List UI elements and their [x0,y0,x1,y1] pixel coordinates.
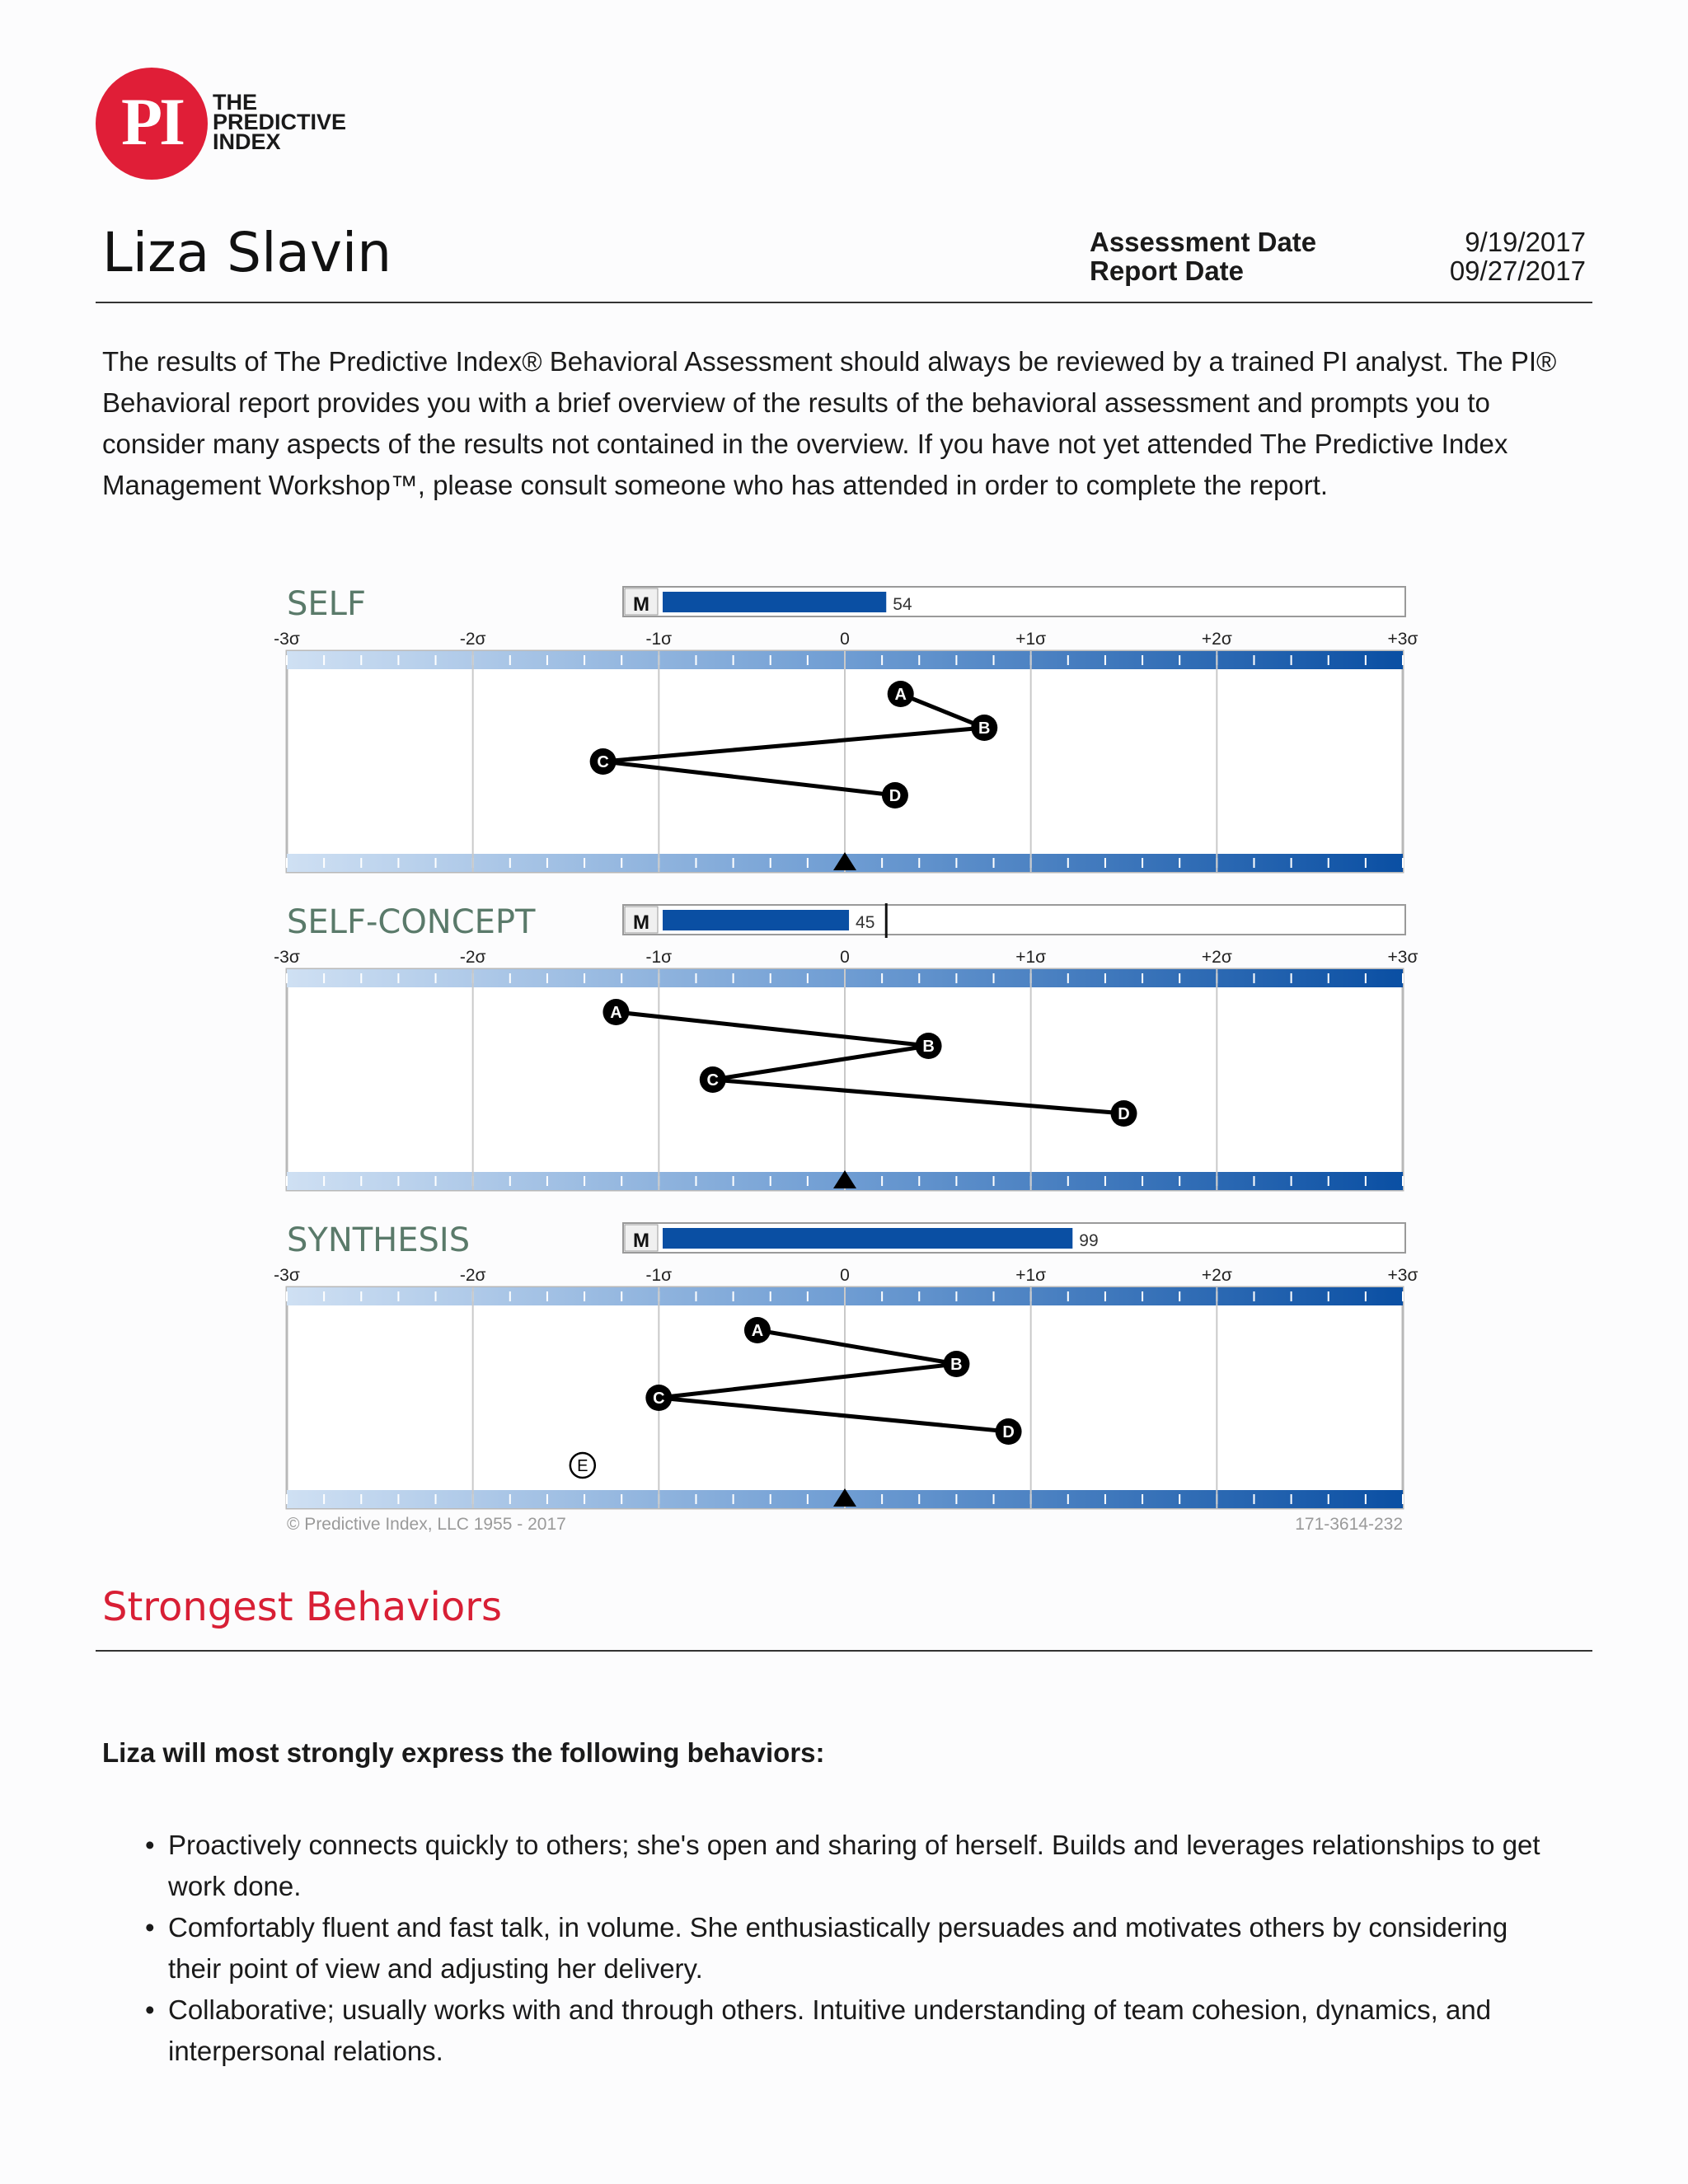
strongest-behaviors-title: Strongest Behaviors [102,1584,502,1630]
axis-tick-label: -3σ [274,948,300,967]
assessment-date-value: 9/19/2017 [1465,227,1586,257]
behavior-bullet: • Collaborative; usually works with and through others. Intuitive understanding of team cohesion, dynamics, and interpersonal relations. [145,1990,1546,2072]
pattern-point-label: C [597,753,609,771]
section-divider [96,1650,1592,1652]
axis-tick-label: -1σ [645,630,673,649]
panel-title: SELF [287,585,366,623]
logo-line: THE [213,90,257,115]
m-label: M [633,912,649,934]
axis-tick-label: +2σ [1201,630,1232,649]
axis-tick-label: -2σ [459,1266,486,1285]
pattern-point-label: C [706,1071,720,1090]
panel-title: SYNTHESIS [287,1221,471,1259]
panel-title: SELF-CONCEPT [287,903,536,941]
m-label: M [633,593,649,616]
m-value-label: 54 [893,595,912,614]
intro-text: The results of The Predictive Index® Behavioral Assessment should always be reviewed by a trained PI analyst. The PI® Behavioral report provides you with a brief overview of the results of the behavioral assessment and prompts you to consider many aspects of the results not contained in the overview. If you have not yet attended The Predictive Index Management Workshop™, please consult someone who has attended in order to complete the report. [102,346,1557,500]
logo-line: PREDICTIVE [213,110,347,134]
strongest-behaviors-list [145,1825,1546,2072]
axis-tick-label: +3σ [1387,948,1418,967]
axis-tick-label: 0 [840,948,850,967]
axis-tick-label: +2σ [1201,1266,1232,1285]
behavior-bullet: • Proactively connects quickly to others; she's open and sharing of herself. Builds and leverages relationships to get work done. [145,1825,1546,1907]
pattern-point-label: A [751,1322,764,1340]
pattern-point-label: A [894,686,907,704]
axis-tick-label: +1σ [1015,1266,1047,1285]
person-name: Liza Slavin [102,221,392,284]
pattern-point-label: D [889,787,902,805]
report-date-value: 09/27/2017 [1449,255,1586,286]
pattern-point-label: B [922,1038,935,1056]
e-point-label: E [577,1457,588,1475]
m-bar-fill [663,592,886,612]
pattern-point-label: D [1118,1105,1130,1123]
axis-tick-label: -3σ [274,1266,300,1285]
axis-tick-label: +3σ [1387,1266,1418,1285]
axis-tick-label: +3σ [1387,630,1418,649]
assessment-date-label: Assessment Date [1090,227,1317,257]
axis-tick-label: +2σ [1201,948,1232,967]
axis-tick-label: -3σ [274,630,300,649]
chart-code: 171-3614-232 [1295,1515,1403,1534]
m-bar-fill [663,1228,1072,1249]
chart-copyright: © Predictive Index, LLC 1955 - 2017 [287,1515,566,1534]
pattern-point-label: D [1002,1423,1015,1441]
axis-tick-label: 0 [840,1266,850,1285]
m-label: M [633,1230,649,1252]
pattern-point-label: B [950,1356,963,1374]
m-value-label: 99 [1079,1231,1099,1250]
behavior-bullet: • Comfortably fluent and fast talk, in volume. She enthusiastically persuades and motivates others by considering their point of view and adjusting her delivery. [145,1907,1546,1990]
logo-line: INDEX [213,129,281,154]
pattern-point-label: B [978,719,991,738]
axis-tick-label: -1σ [645,948,673,967]
pattern-point-label: A [610,1004,622,1022]
axis-tick-label: +1σ [1015,630,1047,649]
report-date-label: Report Date [1090,255,1245,286]
axis-tick-label: +1σ [1015,948,1047,967]
axis-tick-label: -1σ [645,1266,673,1285]
logo-mark: PI [121,84,182,159]
axis-tick-label: -2σ [459,948,486,967]
m-value-label: 45 [856,913,875,932]
pattern-point-label: C [653,1390,665,1408]
axis-tick-label: -2σ [459,630,486,649]
m-bar-fill [663,910,849,930]
strongest-behaviors-lead: Liza will most strongly express the following behaviors: [102,1737,825,1768]
axis-tick-label: 0 [840,630,850,649]
